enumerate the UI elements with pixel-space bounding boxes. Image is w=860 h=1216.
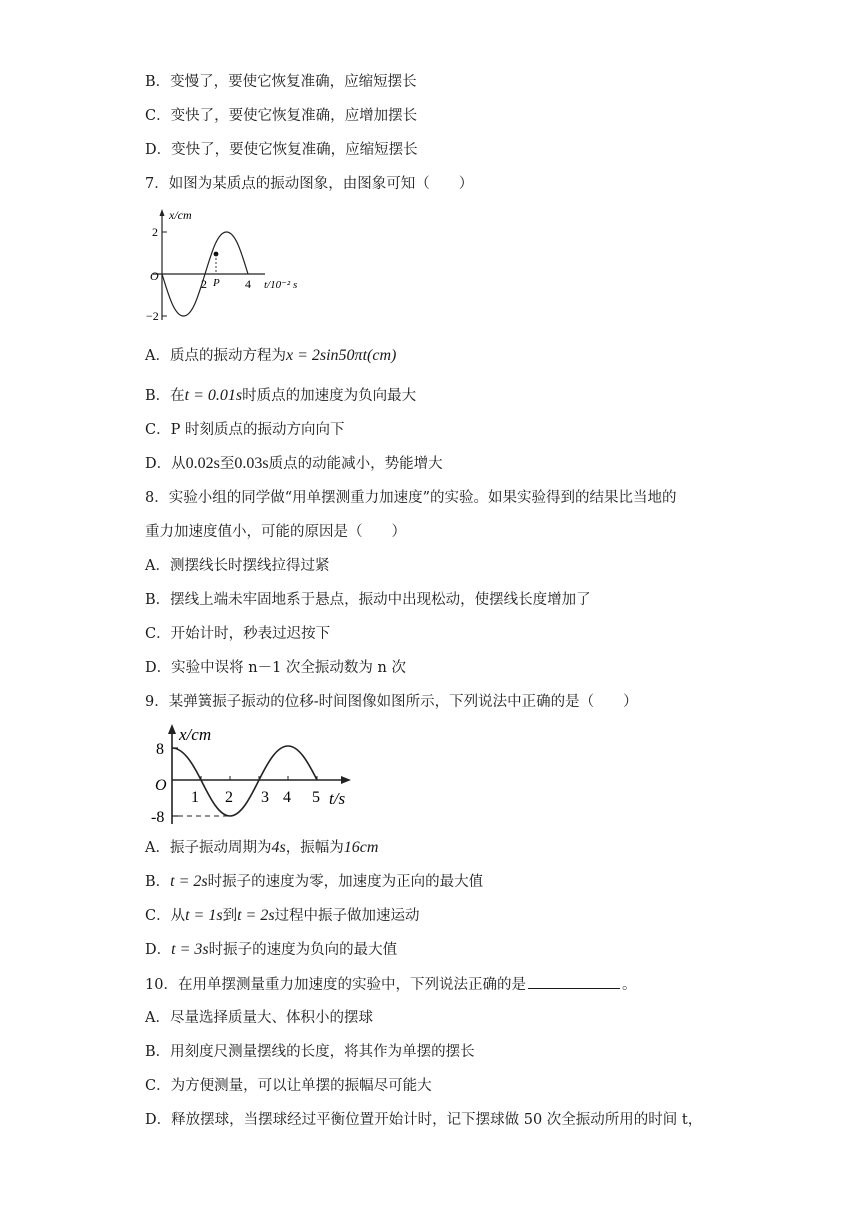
q9-y-label: [178, 725, 211, 744]
q9-option-a-math-1: 4s: [271, 839, 286, 856]
q9-x-tick-label-4: 4: [283, 789, 291, 806]
q9-option-d-pre: D．: [145, 942, 172, 958]
q7-option-a-math: x = 2sin50πt(cm): [285, 347, 397, 364]
question-8-stem-line2: 重力加速度值小，可能的原因是（ ）: [145, 524, 406, 540]
q10-option-b: B．用刻度尺测量摆线的长度，将其作为单摆的摆长: [145, 1044, 475, 1060]
q9-option-c-math-1: t = 1s: [185, 907, 223, 924]
q9-option-c-mid: 到: [222, 908, 238, 924]
q7-option-d-post: 质点的动能减小，势能增大: [268, 456, 443, 472]
q10-stem-text: 10．在用单摆测量重力加速度的实验中，下列说法正确的是: [145, 977, 526, 993]
q9-x-arrow: [341, 776, 351, 784]
q9-y-arrow: [168, 724, 176, 734]
q9-y-tick-label-pos: 8: [156, 741, 164, 758]
question-8-stem-line1: 8．实验小组的同学做“用单摆测重力加速度”的实验。如果实验得到的结果比当地的: [145, 490, 677, 506]
q6-option-d: D．变快了，要使它恢复准确，应缩短摆长: [145, 142, 418, 158]
q9-option-a-pre: A．振子振动周期为: [145, 840, 272, 856]
q9-option-c-pre: C．从: [145, 908, 186, 924]
q7-option-a: [145, 346, 396, 366]
q7-option-b-post: 时质点的加速度为负向最大: [242, 388, 417, 404]
q10-option-d: D．释放摆球，当摆球经过平衡位置开始计时，记下摆球做 50 次全振动所用的时间 t，: [145, 1112, 703, 1128]
q7-y-tick-label-neg: −2: [146, 309, 159, 323]
question-7-stem: 7．如图为某质点的振动图象，由图象可知（ ）: [145, 176, 474, 192]
q7-vibration-graph: [145, 208, 315, 326]
q9-option-c: [145, 906, 420, 926]
q6-option-b: B．变慢了，要使它恢复准确，应缩短摆长: [145, 74, 417, 90]
q9-option-a-math-2: 16cm: [343, 839, 379, 856]
q7-p-label: P: [213, 277, 220, 289]
q7-x-tick-label-2: 2: [201, 277, 207, 291]
q7-option-c: C．P 时刻质点的振动方向向下: [145, 422, 345, 438]
q9-option-b-post: 时振子的速度为零，加速度为正向的最大值: [207, 874, 484, 890]
q8-option-d: D．实验中误将 n－1 次全振动数为 n 次: [145, 660, 406, 676]
q8-option-a: A．测摆线长时摆线拉得过紧: [145, 558, 330, 574]
q7-origin-label: O: [150, 269, 159, 283]
q7-y-arrow: [160, 209, 165, 216]
q7-option-b: [145, 386, 416, 406]
question-10-stem: [145, 974, 636, 995]
q7-x-label: t/10⁻² s: [264, 279, 298, 291]
q7-option-d-pre: D．从: [145, 456, 186, 472]
q7-option-d: [145, 454, 443, 474]
q9-option-c-post: 过程中振子做加速运动: [274, 908, 420, 924]
q10-option-a: A．尽量选择质量大、体积小的摆球: [145, 1010, 373, 1026]
q9-option-d-post: 时振子的速度为负向的最大值: [208, 942, 398, 958]
q9-displacement-graph: [145, 720, 360, 830]
q9-option-d-math: t = 3s: [171, 941, 209, 958]
q9-x-tick-label-3: 3: [261, 789, 269, 806]
q9-y-tick-label-neg: -8: [151, 809, 165, 826]
q6-option-c: C．变快了，要使它恢复准确，应增加摆长: [145, 108, 418, 124]
q9-option-b-pre: B．: [145, 874, 171, 890]
q9-x-label: t/s: [329, 789, 346, 808]
q9-origin-label: O: [155, 777, 167, 794]
q9-option-b-math: t = 2s: [170, 873, 208, 890]
q9-option-b: [145, 872, 483, 892]
q9-option-c-math-2: t = 2s: [237, 907, 275, 924]
q8-option-c: C．开始计时，秒表过迟按下: [145, 626, 331, 642]
q7-option-d-math-1: 0.02s: [185, 455, 220, 472]
q7-option-b-math: t = 0.01s: [184, 387, 243, 404]
q7-option-a-text: A．质点的振动方程为: [145, 348, 286, 364]
q7-option-d-mid: 至: [219, 456, 235, 472]
q7-y-label: x/cm: [169, 208, 192, 222]
q8-option-b: B．摆线上端未牢固地系于悬点，振动中出现松动，使摆线长度增加了: [145, 592, 591, 608]
q9-option-d: [145, 940, 397, 960]
q10-option-c: C．为方便测量，可以让单摆的振幅尽可能大: [145, 1078, 432, 1094]
q10-stem-end: 。: [621, 977, 637, 993]
q9-x-tick-label-1: 1: [191, 789, 199, 806]
q7-x-tick-label-4: 4: [245, 277, 251, 291]
q9-y-label-text: x/cm: [179, 725, 212, 744]
q9-x-tick-label-5: 5: [312, 789, 320, 806]
q7-option-d-math-2: 0.03s: [234, 455, 269, 472]
q9-option-a: [145, 838, 378, 858]
q10-answer-blank: [528, 974, 620, 989]
q9-x-tick-label-2: 2: [225, 789, 233, 806]
q7-option-b-pre: B．在: [145, 388, 185, 404]
question-9-stem: 9．某弹簧振子振动的位移-时间图像如图所示，下列说法中正确的是（ ）: [145, 694, 638, 710]
q9-option-a-mid: ，振幅为: [285, 840, 344, 856]
q7-y-tick-label-pos: 2: [152, 225, 158, 239]
